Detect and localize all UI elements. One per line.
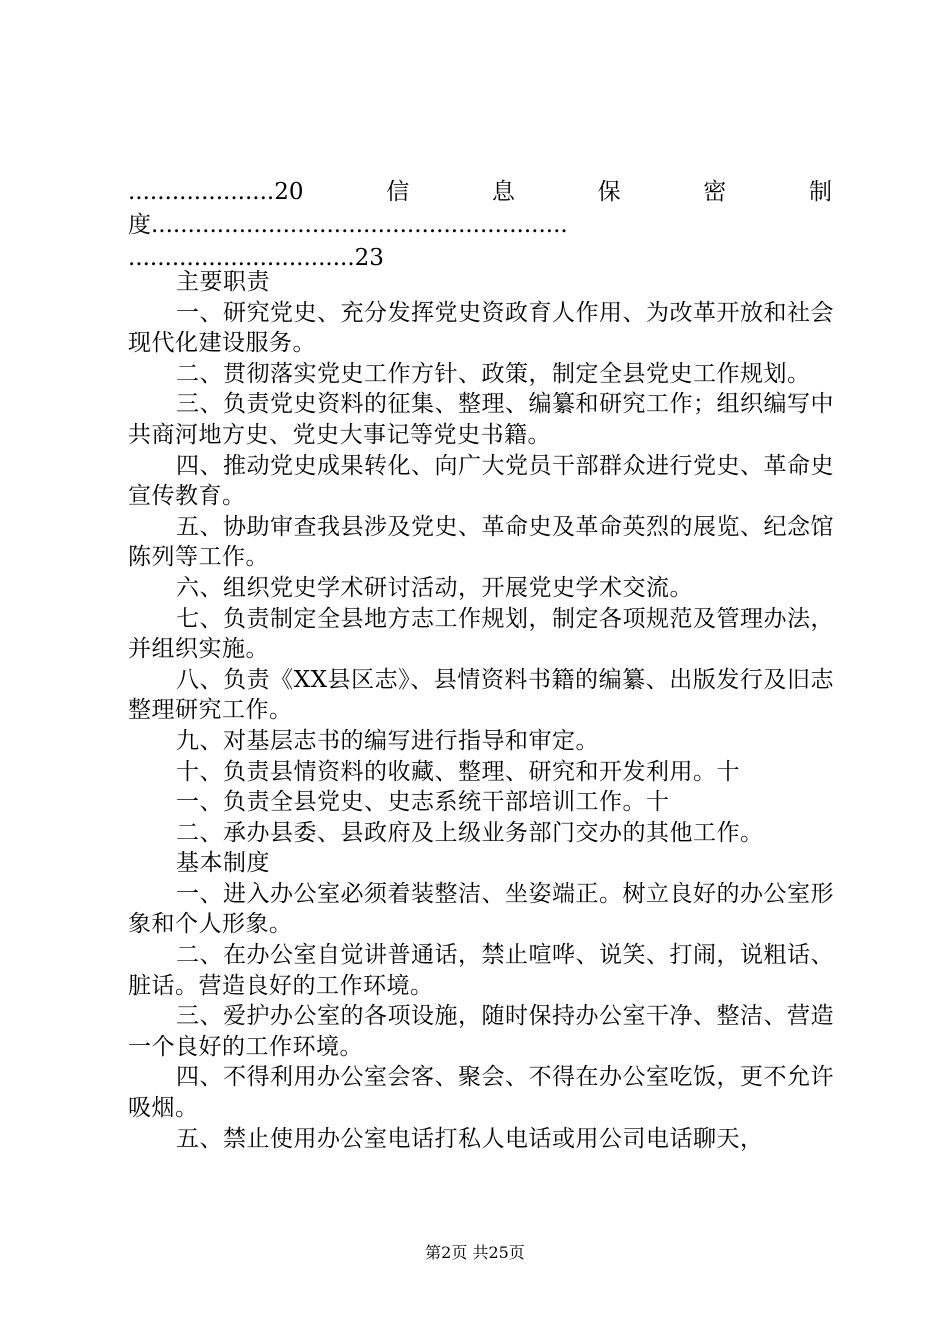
duty-paragraph: 一、研究党史、充分发挥党史资政育人作用、为改革开放和社会现代化建设服务。 bbox=[128, 299, 834, 357]
body-content bbox=[128, 267, 834, 1154]
duty-paragraph: 二、贯彻落实党史工作方针、政策，制定全县党史工作规划。 bbox=[176, 360, 811, 387]
section-heading: 主要职责 bbox=[176, 269, 270, 295]
rule-paragraph: 三、爱护办公室的各项设施，随时保持办公室干净、整洁、营造一个良好的工作环境。 bbox=[128, 1003, 834, 1060]
rule-paragraph: 五、禁止使用办公室电话打私人电话或用公司电话聊天， bbox=[176, 1125, 764, 1152]
toc-entry-line bbox=[128, 176, 832, 209]
toc-title-char: 息 bbox=[491, 179, 515, 205]
duty-paragraph: 六、组织党史学术研讨活动，开展党史学术交流。 bbox=[176, 574, 693, 601]
rule-paragraph: 二、在办公室自觉讲普通话，禁止喧哗、说笑、打闹，说粗话、脏话。营造良好的工作环境。 bbox=[128, 942, 834, 999]
toc-entry-line: ...............................23 bbox=[128, 245, 384, 271]
rule-paragraph: 一、进入办公室必须着装整洁、坐姿端正。树立良好的办公室形象和个人形象。 bbox=[128, 880, 834, 938]
duty-paragraph: 三、负责党史资料的征集、整理、编纂和研究工作；组织编写中共商河地方史、党史大事记等党史书籍。 bbox=[128, 391, 834, 448]
rule-paragraph: 四、不得利用办公室会客、聚会、不得在办公室吃饭，更不允许吸烟。 bbox=[128, 1064, 834, 1122]
duty-paragraph: 一、负责全县党史、史志系统干部培训工作。十 bbox=[176, 789, 670, 816]
section-heading: 基本制度 bbox=[176, 850, 270, 877]
duty-paragraph: 七、负责制定全县地方志工作规划，制定各项规范及管理办法，并组织实施。 bbox=[128, 605, 834, 663]
duty-paragraph: 八、负责《XX县区志》、县情资料书籍的编纂、出版发行及旧志整理研究工作。 bbox=[128, 666, 834, 724]
table-of-contents bbox=[128, 176, 832, 275]
duty-paragraph: 二、承办县委、县政府及上级业务部门交办的其他工作。 bbox=[176, 819, 764, 846]
page-footer: 第2页 共25页 bbox=[425, 1243, 525, 1262]
toc-title-char: 保 bbox=[597, 179, 621, 205]
toc-title-char: 制 bbox=[808, 179, 832, 205]
toc-title-char: 密 bbox=[703, 179, 727, 205]
toc-leader-page-number: ....................20 bbox=[128, 179, 304, 205]
duty-paragraph: 四、推动党史成果转化、向广大党员干部群众进行党史、革命史宣传教育。 bbox=[128, 452, 834, 510]
duty-paragraph: 十、负责县情资料的收藏、整理、研究和开发利用。十 bbox=[176, 758, 740, 785]
duty-paragraph: 九、对基层志书的编写进行指导和审定。 bbox=[176, 727, 599, 754]
duty-paragraph: 五、协助审查我县涉及党史、革命史及革命英烈的展览、纪念馆陈列等工作。 bbox=[128, 513, 834, 571]
toc-entry-line: 度......................................................... bbox=[128, 212, 568, 238]
toc-title-char: 信 bbox=[386, 179, 410, 205]
